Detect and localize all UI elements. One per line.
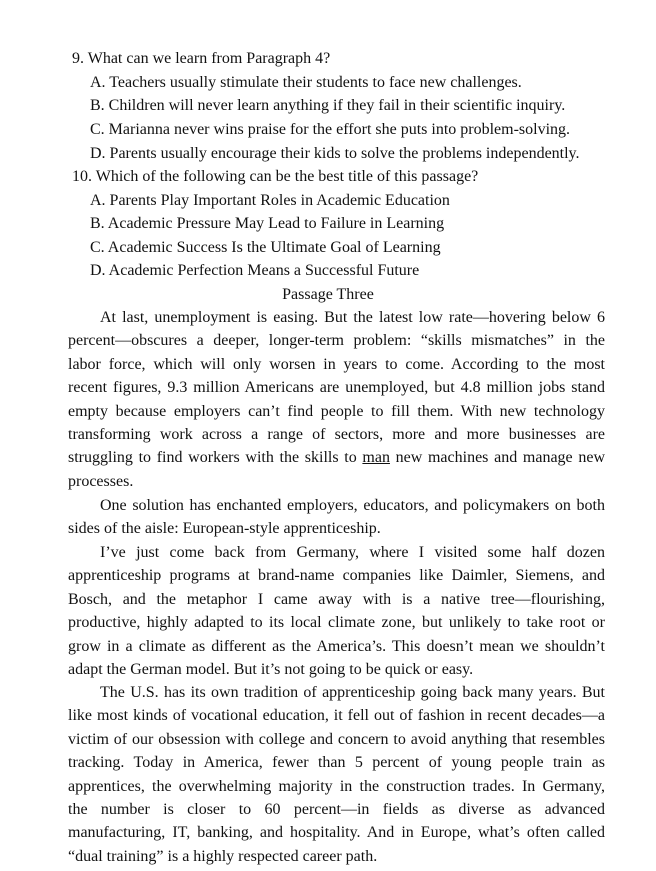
line-text: new machines and manage new: [389, 449, 605, 467]
paragraph-line: productive, highly adapted to its local climate zone, but unlikely to take root or: [68, 614, 605, 632]
paragraph-line: like most kinds of vocational education, it fell out of fashion in recent decades—a: [68, 707, 605, 725]
question-9-stem: 9. What can we learn from Paragraph 4?: [72, 50, 331, 67]
paragraph-line: At last, unemployment is easing. But the latest low rate—hovering below 6: [100, 309, 605, 326]
paragraph-line: apprenticeship programs at brand-name companies like Daimler, Siemens, and: [68, 567, 605, 585]
paragraph-line: empty because employers can’t find people to fill them. With new technology: [68, 402, 605, 420]
paragraph-line: transforming work across a range of sectors, more and more businesses are: [68, 425, 605, 443]
paragraph-line: “dual training” is a highly respected career path.: [68, 847, 378, 865]
paragraph-line: recent figures, 9.3 million Americans are unemployed, but 4.8 million jobs stand: [68, 379, 605, 397]
paragraph-line: sides of the aisle: European-style apprenticeship.: [68, 520, 381, 538]
paragraph-line: One solution has enchanted employers, educators, and policymakers on both: [100, 497, 605, 514]
paragraph-line: victim of our obsession with college and concern to avoid anything that resembles: [68, 730, 605, 748]
paragraph-line: The U.S. has its own tradition of apprenticeship going back many years. But: [100, 684, 605, 701]
passage-paragraph-3: [68, 541, 605, 681]
passage-paragraph-2: [68, 494, 605, 541]
question-10-option-a: A. Parents Play Important Roles in Academic Education: [90, 192, 450, 209]
underlined-word: man: [362, 449, 390, 467]
paragraph-line: labor force, which will only worsen in years to come. According to the most: [68, 355, 605, 373]
question-9-option-a: A. Teachers usually stimulate their students to face new challenges.: [90, 74, 522, 91]
paragraph-line: adapt the German model. But it’s not going to be quick or easy.: [68, 660, 474, 678]
paragraph-line: tracking. Today in America, fewer than 5 percent of young people train as: [68, 754, 605, 772]
passage-paragraph-1: [68, 306, 605, 493]
passage-title: Passage Three: [282, 286, 374, 303]
question-9-option-c: C. Marianna never wins praise for the effort she puts into problem-solving.: [90, 121, 571, 138]
paragraph-line: I’ve just come back from Germany, where I visited some half dozen: [100, 544, 605, 561]
passage-paragraph-4: [68, 681, 605, 868]
paragraph-line: processes.: [68, 472, 134, 490]
line-text: struggling to find workers with the skills to: [68, 449, 363, 467]
paragraph-line: the number is closer to 60 percent—in fields as diverse as advanced: [68, 800, 605, 818]
paragraph-line: percent—obscures a deeper, longer-term problem: “skills mismatches” in the: [68, 332, 605, 350]
question-10-option-d: D. Academic Perfection Means a Successful Future: [90, 262, 420, 279]
paragraph-line: grow in a climate as different as the America’s. This doesn’t mean we shouldn’t: [68, 637, 605, 655]
paragraph-line: manufacturing, IT, banking, and hospitality. And in Europe, what’s often called: [68, 824, 605, 842]
question-10-option-c: C. Academic Success Is the Ultimate Goal of Learning: [90, 239, 441, 256]
question-10-option-b: B. Academic Pressure May Lead to Failure in Learning: [90, 215, 445, 232]
paragraph-line-with-underline: [68, 446, 605, 469]
paragraph-line: Bosch, and the metaphor I came away with is a native tree—flourishing,: [68, 590, 605, 608]
question-9-option-b: B. Children will never learn anything if they fail in their scientific inquiry.: [90, 97, 566, 114]
question-10-stem: 10. Which of the following can be the best title of this passage?: [72, 168, 479, 185]
paragraph-line: apprentices, the overwhelming majority in the construction trades. In Germany,: [68, 777, 605, 795]
question-9-option-d: D. Parents usually encourage their kids to solve the problems independently.: [90, 145, 580, 162]
